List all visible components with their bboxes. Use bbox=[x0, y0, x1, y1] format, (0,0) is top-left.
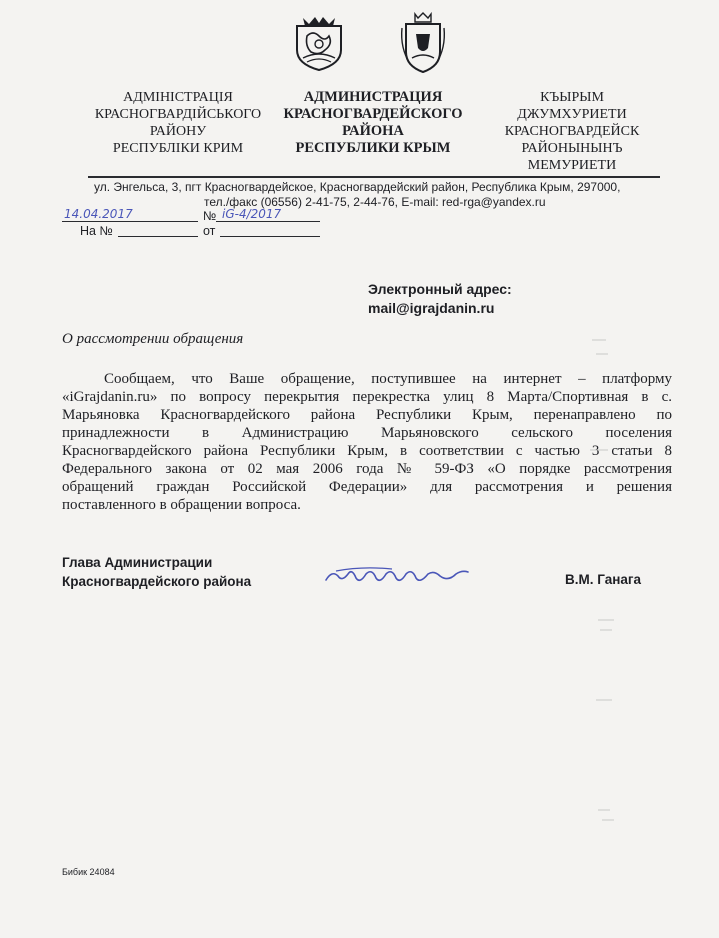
from-underline bbox=[220, 224, 320, 237]
header-tt-line: ДЖУМХУРИЕТИ bbox=[517, 107, 627, 122]
header-ua-line: РЕСПУБЛІКИ КРИМ bbox=[112, 141, 244, 156]
header-ua-line: КРАСНОГВАРДІЙСЬКОГО bbox=[94, 107, 262, 122]
header-ru-line: АДМИНИСТРАЦИЯ bbox=[303, 89, 443, 105]
handwritten-number: iG-4/2017 bbox=[222, 207, 282, 221]
recipient-label: Электронный адрес: bbox=[368, 281, 512, 297]
header-tt-line: МЕМУРИЕТИ bbox=[527, 158, 617, 173]
contact-line: тел./факс (06556) 2-41-75, 2-44-76, E-mail: red-rga@yandex.ru bbox=[204, 195, 546, 209]
body-line: обращений граждан Российской Федерации» для рассмотрения и решения bbox=[62, 479, 672, 495]
header-ru-line: РАЙОНА bbox=[342, 123, 404, 139]
header-tt-line: КЪЫРЫМ bbox=[540, 90, 604, 105]
position-line: Красногвардейского района bbox=[62, 574, 252, 589]
signatory-name: В.М. Ганага bbox=[565, 572, 642, 587]
body-line: Сообщаем, что Ваше обращение, поступившее на интернет – платформу bbox=[104, 371, 672, 387]
header-ua-line: РАЙОНУ bbox=[149, 124, 207, 139]
body-line: Федерального закона от 02 мая 2006 года № 59-ФЗ «О порядке рассмотрения bbox=[62, 461, 672, 477]
header-ukrainian bbox=[78, 89, 278, 157]
subject-line: О рассмотрении обращения bbox=[62, 331, 244, 347]
header-divider bbox=[88, 176, 660, 178]
header-ru-line: КРАСНОГВАРДЕЙСКОГО bbox=[283, 106, 463, 122]
header-ua-line: АДМІНІСТРАЦІЯ bbox=[123, 90, 233, 105]
from-label: от bbox=[203, 224, 216, 238]
recipient-email: mail@igrajdanin.ru bbox=[368, 300, 495, 316]
signatory-position bbox=[62, 553, 251, 591]
position-line: Глава Администрации bbox=[62, 555, 213, 570]
district-coat-of-arms-icon bbox=[398, 12, 448, 76]
body-line: Марьяновка Красногвардейского района Республики Крым, перенаправлено по bbox=[62, 407, 672, 423]
body-line: поставленного в обращении вопроса. bbox=[62, 497, 301, 513]
header-russian bbox=[268, 89, 478, 157]
number-label: № bbox=[203, 209, 217, 223]
body-line: «iGrajdanin.ru» по вопросу перекрытия перекрестка улиц 8 Марта/Спортивная в с. bbox=[62, 389, 672, 405]
footer-executor: Бибик 24084 bbox=[62, 867, 115, 877]
handwritten-date: 14.04.2017 bbox=[64, 207, 133, 221]
recipient-block bbox=[368, 280, 512, 318]
header-tt-line: КРАСНОГВАРДЕЙСК bbox=[504, 124, 640, 139]
body-line: принадлежности в Администрацию Марьяновского сельского поселения bbox=[62, 425, 672, 441]
header-tt-line: РАЙОНЫНЫНЪ bbox=[521, 141, 623, 156]
crimea-coat-of-arms-icon bbox=[289, 14, 349, 74]
handwritten-signature bbox=[322, 562, 472, 593]
header-crimean-tatar bbox=[492, 89, 652, 174]
scan-artifacts bbox=[578, 330, 618, 850]
body-line: Красногвардейского района Республики Крым, в соответствии с частью 3 статьи 8 bbox=[62, 443, 672, 459]
header-ru-line: РЕСПУБЛИКИ КРЫМ bbox=[295, 140, 451, 156]
address-line: ул. Энгельса, 3, пгт Красногвардейское, Красногвардейский район, Республика Крым, 297000, bbox=[94, 180, 621, 194]
on-number-label: На № bbox=[80, 224, 113, 238]
on-number-underline bbox=[118, 224, 198, 237]
